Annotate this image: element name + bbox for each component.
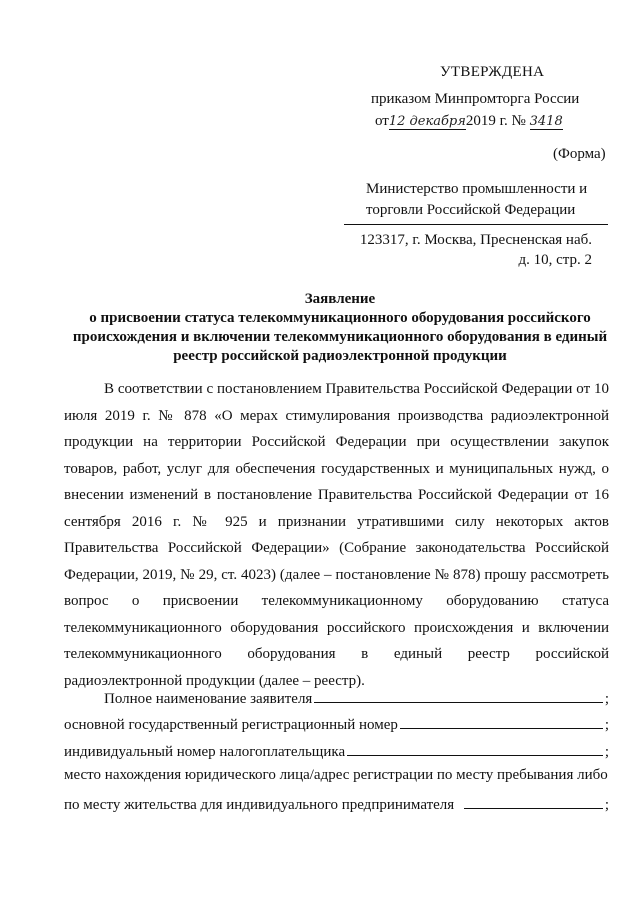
field-inn-blank[interactable] xyxy=(347,741,603,756)
field-terminator: ; xyxy=(604,717,609,733)
handwritten-date: 12 декабря xyxy=(388,114,466,129)
address-line-1: 123317, г. Москва, Пресненская наб. xyxy=(359,232,592,248)
approved-title: УТВЕРЖДЕНА xyxy=(440,64,545,80)
order-date-line xyxy=(375,113,563,130)
field-inn-label: индивидуальный номер налогоплательщика xyxy=(64,744,346,760)
date-prefix: от xyxy=(375,113,389,129)
body-paragraph: В соответствии с постановлением Правительства Российской Федерации от 10 июля 2019 г. № 878 «О мерах стимулирования производства радиоэлектронной продукции на территории Российской Федерации при осуществлении закупок товаров, работ, услуг для обеспечения государственных и муниципальных нужд, о внесении изменений в постановление Правительства Российской Федерации от 16 сентября 2016 г. № 925 и признании утратившими силу некоторых актов Правительства Российской Федерации» (Собрание законодательства Российской Федерации, 2019, № 29, ст. 4023) (далее – постановление № 878) прошу рассмотреть вопрос о присвоении телекоммуникационному оборудованию статуса телекоммуникационного оборудования российского происхождения и включении телекоммуникационного оборудования в единый реестр российской радиоэлектронной продукции (далее – реестр). xyxy=(64,381,609,689)
address-line-2: д. 10, стр. 2 xyxy=(518,252,592,268)
field-ogrn-blank[interactable] xyxy=(400,714,603,729)
form-label: (Форма) xyxy=(553,146,606,162)
field-location[interactable] xyxy=(64,794,609,814)
field-terminator: ; xyxy=(604,797,609,813)
handwritten-order-number: 3418 xyxy=(529,114,563,129)
field-full-name-blank[interactable] xyxy=(314,688,603,703)
recipient-ministry: Министерство промышленности и торговли Российской Федерации xyxy=(366,181,588,218)
field-full-name[interactable] xyxy=(64,688,609,708)
field-location-blank[interactable] xyxy=(464,794,603,809)
field-ogrn[interactable] xyxy=(64,714,609,734)
field-location-label-2: по месту жительства для индивидуального предпринимателя xyxy=(64,797,455,813)
heading-subtitle: о присвоении статуса телекоммуникационного оборудования российского происхождения и включении телекоммуникационного оборудования в единый реестр российской радиоэлектронной продукции xyxy=(72,310,608,364)
field-location-label-1: место нахождения юридического лица/адрес регистрации по месту пребывания либо xyxy=(64,767,608,783)
document-heading xyxy=(60,290,620,366)
field-terminator: ; xyxy=(604,744,609,760)
heading-title: Заявление xyxy=(304,291,376,307)
field-ogrn-label: основной государственный регистрационный номер xyxy=(64,717,398,733)
field-terminator: ; xyxy=(604,691,609,707)
field-location-line-1 xyxy=(64,767,609,784)
order-line: приказом Минпромторга России xyxy=(371,91,580,107)
field-full-name-label: Полное наименование заявителя xyxy=(104,691,313,707)
recipient-address xyxy=(346,230,592,270)
recipient-separator xyxy=(344,224,608,225)
field-inn[interactable] xyxy=(64,741,609,761)
date-year: 2019 г. № xyxy=(465,113,526,129)
